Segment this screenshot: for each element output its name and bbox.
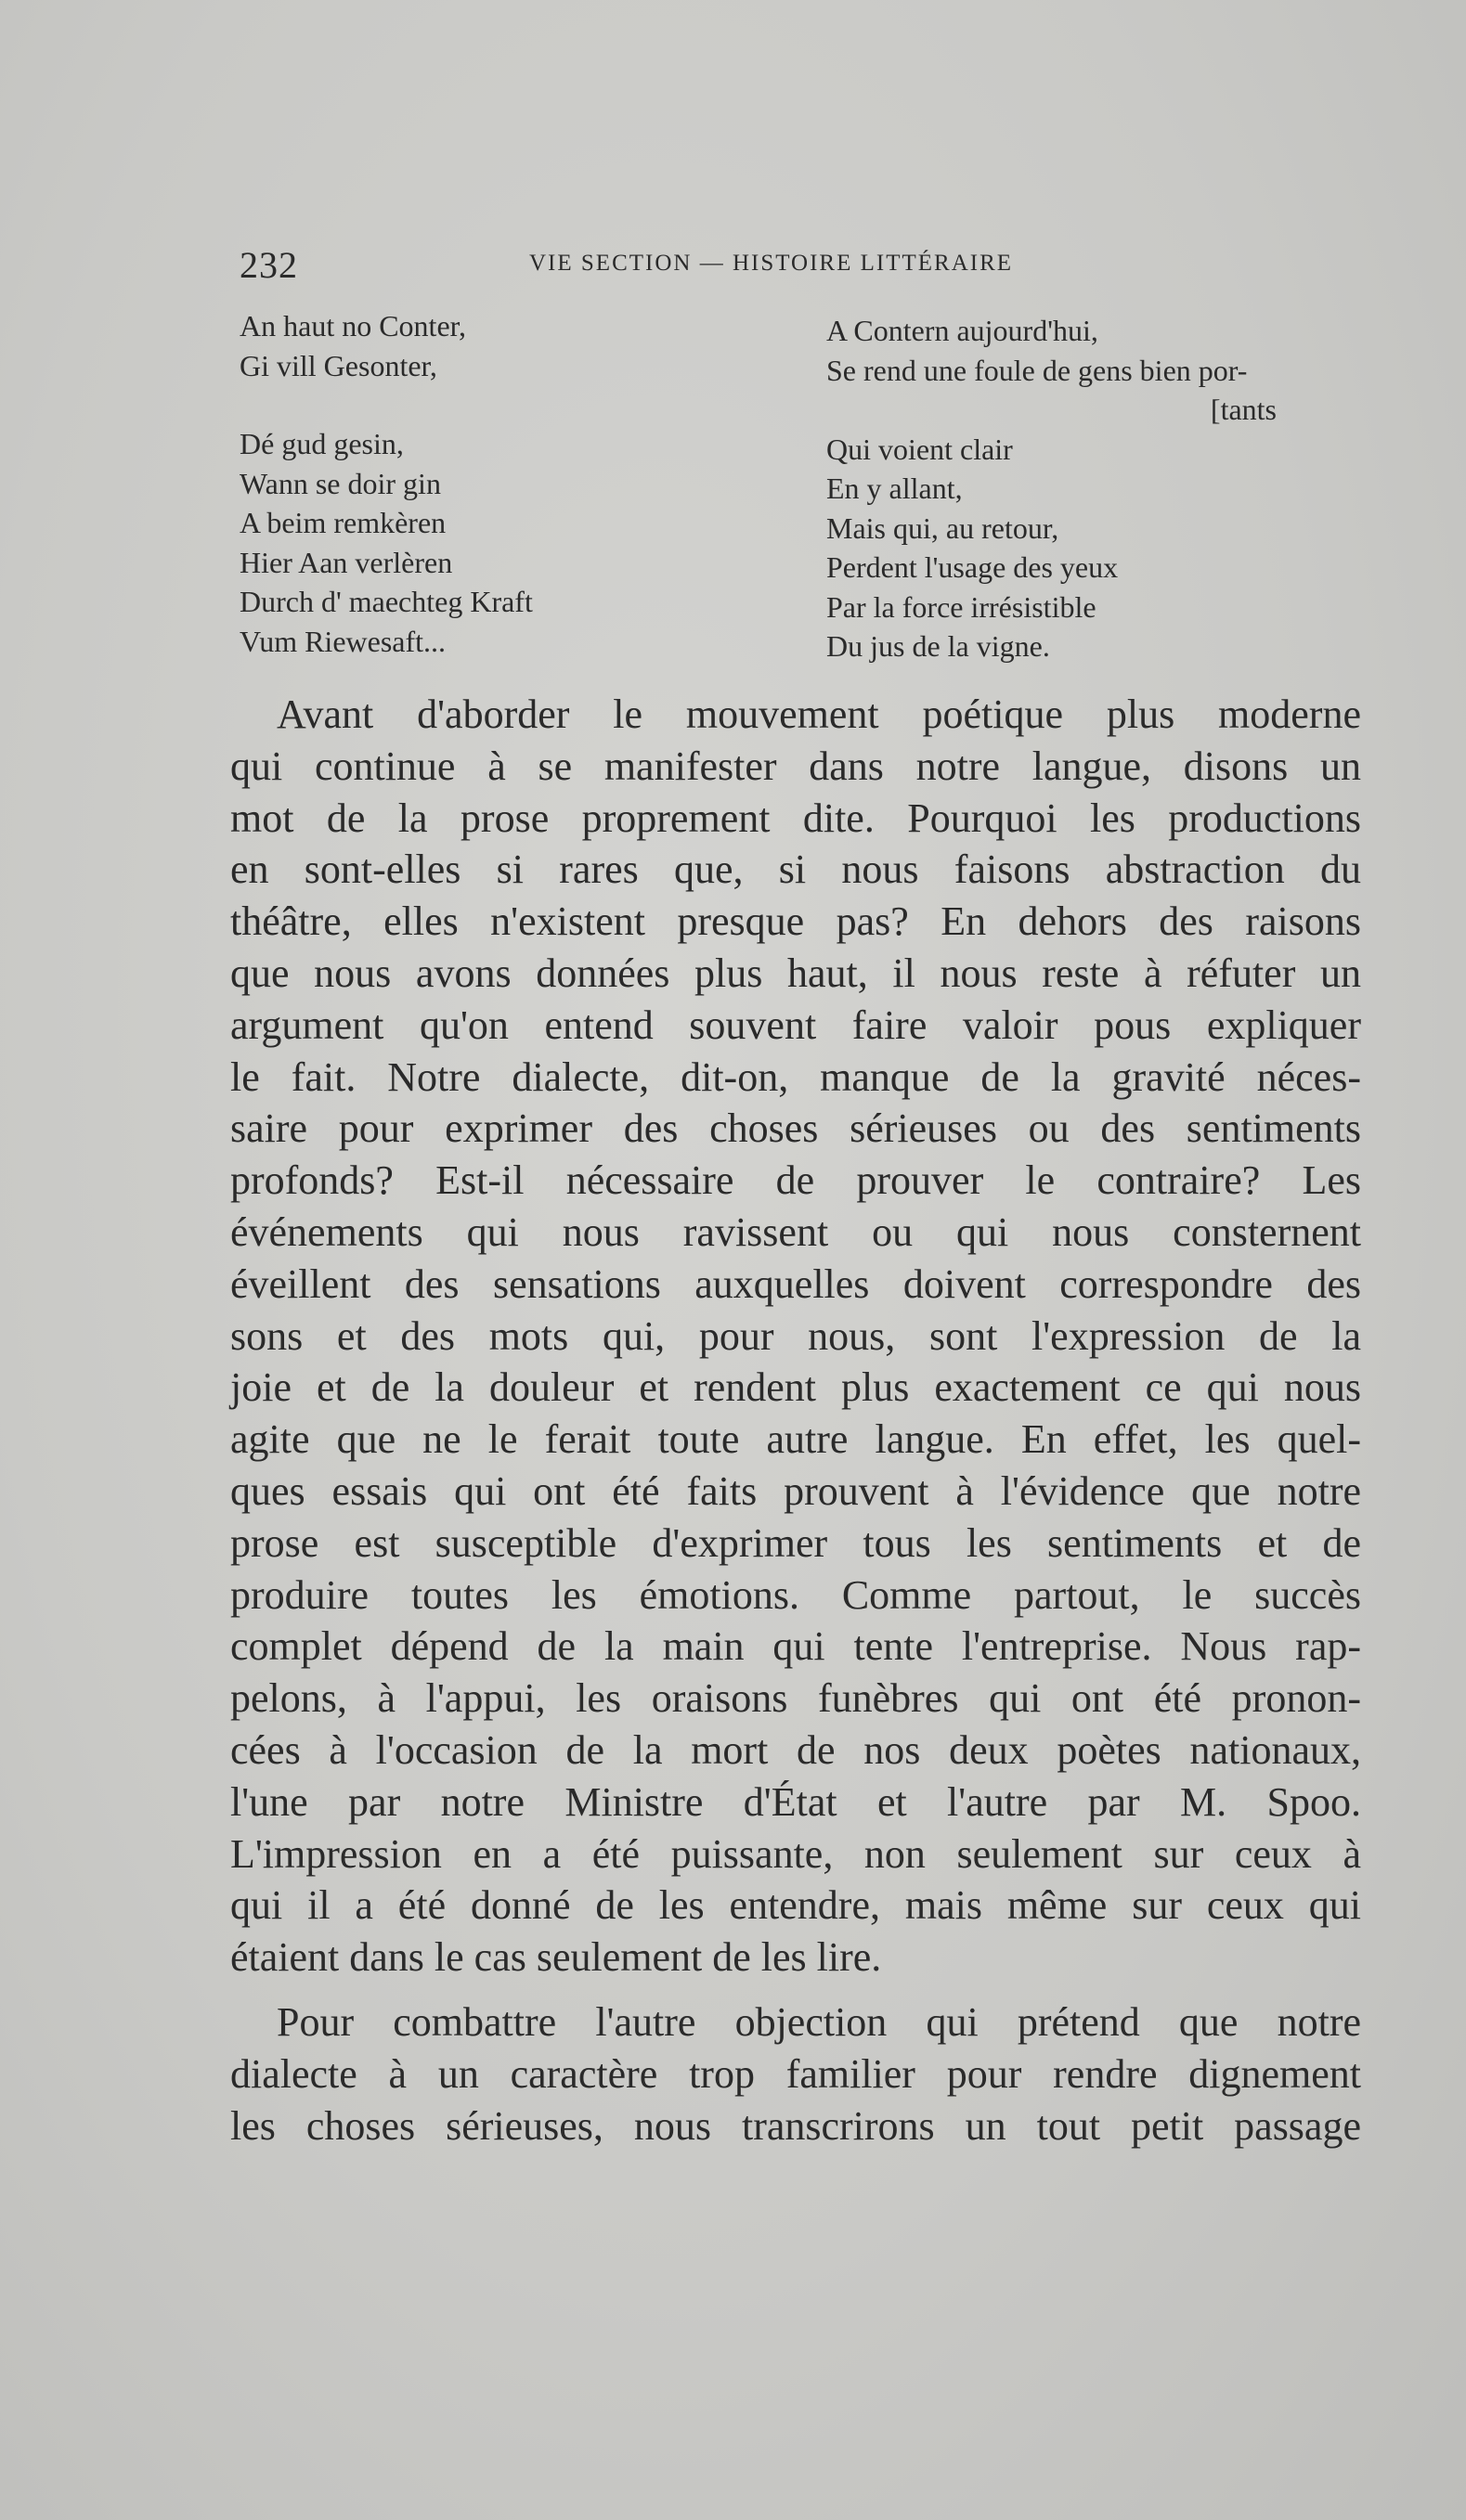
- text-line: cées à l'occasion de la mort de nos deux poètes nationaux,: [230, 1726, 1361, 1773]
- text-line: éveillent des sensations auxquelles doivent correspondre des: [230, 1260, 1361, 1307]
- text-line: profonds? Est-il nécessaire de prouver le contraire? Les: [230, 1157, 1361, 1204]
- verse-french-translation: [826, 311, 1383, 666]
- page-number: 232: [240, 244, 298, 286]
- text-line: L'impression en a été puissante, non seulement sur ceux à: [230, 1830, 1361, 1877]
- text-line: théâtre, elles n'existent presque pas? En dehors des raisons: [230, 898, 1361, 945]
- running-head: VIE SECTION — HISTOIRE LITTÉRAIRE: [529, 251, 1014, 276]
- text-line: pelons, à l'appui, les oraisons funèbres qui ont été pronon-: [230, 1675, 1361, 1722]
- text-line: qui il a été donné de les entendre, mais même sur ceux qui: [230, 1882, 1361, 1929]
- text-line: les choses sérieuses, nous transcrirons un tout petit passage: [230, 2102, 1361, 2149]
- text-line: le fait. Notre dialecte, dit-on, manque de la gravité néces-: [230, 1053, 1361, 1100]
- verse-line: A beim remkèren: [240, 506, 447, 539]
- text-line: joie et de la douleur et rendent plus exactement ce qui nous: [230, 1364, 1361, 1411]
- paragraph-prose-intro: [230, 689, 1361, 1984]
- text-line: événements qui nous ravissent ou qui nous consternent: [230, 1208, 1361, 1255]
- text-line: étaient dans le cas seulement de les lire.: [230, 1934, 882, 1981]
- verse-line: Se rend une foule de gens bien por-: [826, 353, 1248, 387]
- verse-line: Gi vill Gesonter,: [240, 348, 437, 382]
- text-line: qui continue à se manifester dans notre langue, disons un: [230, 743, 1361, 789]
- text-line: mot de la prose proprement dite. Pourquoi les productions: [230, 795, 1361, 841]
- prose-body: [230, 689, 1361, 2152]
- text-line: ques essais qui ont été faits prouvent à l'évidence que notre: [230, 1467, 1361, 1514]
- verse-line: A Contern aujourd'hui,: [826, 314, 1098, 347]
- verse-line: An haut no Conter,: [240, 309, 467, 342]
- verse-line: Mais qui, au retour,: [826, 510, 1059, 545]
- page-header: [240, 243, 1354, 290]
- text-line: produire toutes les émotions. Comme partout, le succès: [230, 1571, 1361, 1618]
- verse-line-continuation: [tants: [1210, 393, 1277, 426]
- text-line: saire pour exprimer des choses sérieuses ou des sentiments: [230, 1105, 1361, 1152]
- text-line: prose est susceptible d'exprimer tous les sentiments et de: [230, 1519, 1361, 1566]
- verse-line: Du jus de la vigne.: [826, 629, 1050, 663]
- text-line: que nous avons données plus haut, il nous reste à réfuter un: [230, 950, 1361, 996]
- text-line: complet dépend de la main qui tente l'entreprise. Nous rap-: [230, 1623, 1361, 1670]
- text-line: sons et des mots qui, pour nous, sont l'expression de la: [230, 1312, 1361, 1359]
- verse-line: Vum Riewesaft...: [240, 624, 447, 658]
- paragraph-objection: [230, 1997, 1361, 2152]
- text-line: Avant d'aborder le mouvement poétique plus moderne: [277, 691, 1361, 737]
- verse-line: Dé gud gesin,: [240, 427, 404, 460]
- verse-line: Hier Aan verlèren: [240, 545, 453, 579]
- text-line: dialecte à un caractère trop familier pour rendre dignement: [230, 2050, 1361, 2097]
- verse-line: Par la force irrésistible: [826, 589, 1096, 624]
- text-line: en sont-elles si rares que, si nous faisons abstraction du: [230, 846, 1361, 893]
- text-line: agite que ne le ferait toute autre langue. En effet, les quel-: [230, 1416, 1361, 1463]
- verse-line: Qui voient clair: [826, 432, 1013, 466]
- text-line: l'une par notre Ministre d'État et l'autre par M. Spoo.: [230, 1778, 1361, 1825]
- verse-line: Durch d' maechteg Kraft: [240, 585, 533, 618]
- stanza-break: [240, 385, 759, 424]
- text-line: Pour combattre l'autre objection qui prétend que notre: [277, 1998, 1361, 2045]
- verse-line: Wann se doir gin: [240, 466, 441, 500]
- text-line: argument qu'on entend souvent faire valoir pous expliquer: [230, 1002, 1361, 1048]
- verse-luxembourgish: [240, 306, 759, 661]
- verse-line: Perdent l'usage des yeux: [826, 550, 1119, 584]
- verse-line: En y allant,: [826, 472, 963, 505]
